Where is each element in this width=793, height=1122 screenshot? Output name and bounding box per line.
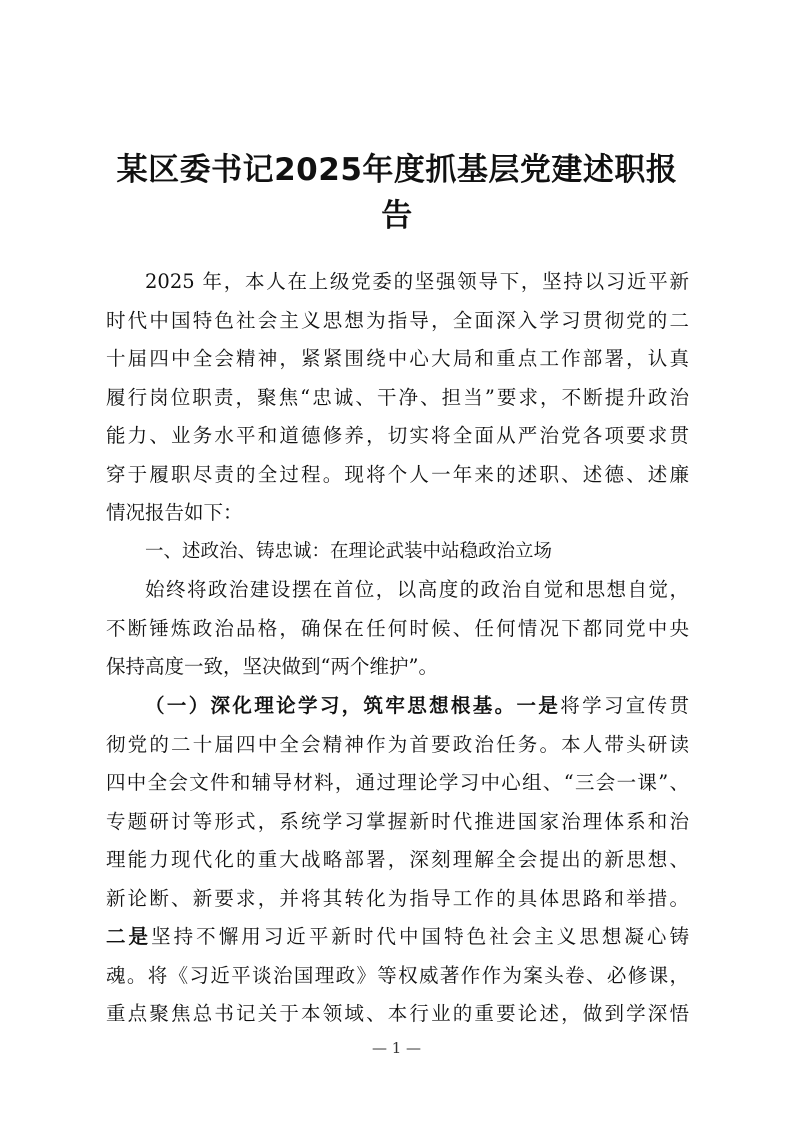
title-line-2: 告	[381, 198, 413, 234]
subsection-line	[106, 918, 689, 957]
point-marker: 一是	[516, 694, 561, 718]
document-body	[106, 263, 689, 1034]
subsection-line: 理能力现代化的重大战略部署，深刻理解全会提出的新思想、	[106, 848, 689, 872]
intro-line: 时代中国特色社会主义思想为指导，全面深入学习贯彻党的二	[106, 308, 689, 332]
subsection-line: 专题研讨等形式，系统学习掌握新时代推进国家治理体系和治	[106, 809, 689, 833]
subsection-first-line	[106, 687, 689, 726]
intro-line: 十届四中全会精神，紧紧围绕中心大局和重点工作部署，认真	[106, 347, 689, 371]
section-heading: 一、述政治、铸忠诚：在理论武装中站稳政治立场	[145, 540, 553, 562]
subsection-line: 重点聚焦总书记关于本领域、本行业的重要论述，做到学深悟	[106, 1002, 689, 1026]
subsection-line: 魂。将《习近平谈治国理政》等权威著作作为案头卷、必修课，	[106, 963, 689, 987]
subsection-line: 四中全会文件和辅导材料，通过理论学习中心组、“三会一课”、	[106, 771, 689, 795]
title-line-1: 某区委书记2025年度抓基层党建述职报	[116, 152, 678, 188]
point-marker: 二是	[106, 925, 152, 949]
section-paragraph-line: 保持高度一致，坚决做到“两个维护”。	[106, 655, 438, 679]
intro-line: 情况报告如下：	[106, 501, 243, 525]
subsection-line: 彻党的二十届四中全会精神作为首要政治任务。本人带头研读	[106, 732, 689, 756]
subsection-line: 新论断、新要求，并将其转化为指导工作的具体思路和举措。	[106, 886, 689, 910]
subsection-text: 将学习宣传贯	[560, 694, 689, 718]
section-paragraph-line: 不断锤炼政治品格，确保在任何时候、任何情况下都同党中央	[106, 616, 689, 640]
document-title	[104, 147, 690, 239]
page-number: — 1 —	[371, 1039, 422, 1057]
subsection-heading: （一）深化理论学习，筑牢思想根基。	[145, 694, 517, 718]
intro-line: 能力、业务水平和道德修养，切实将全面从严治党各项要求贯	[106, 424, 689, 448]
section-paragraph-line: 始终将政治建设摆在首位，以高度的政治自觉和思想自觉，	[145, 578, 689, 602]
intro-line: 2025 年，本人在上级党委的坚强领导下，坚持以习近平新	[145, 270, 689, 293]
intro-line: 履行岗位职责，聚焦“忠诚、干净、担当”要求，不断提升政治	[106, 385, 689, 409]
intro-line: 穿于履职尽责的全过程。现将个人一年来的述职、述德、述廉	[106, 462, 689, 486]
subsection-text: 坚持不懈用习近平新时代中国特色社会主义思想凝心铸	[151, 925, 689, 949]
